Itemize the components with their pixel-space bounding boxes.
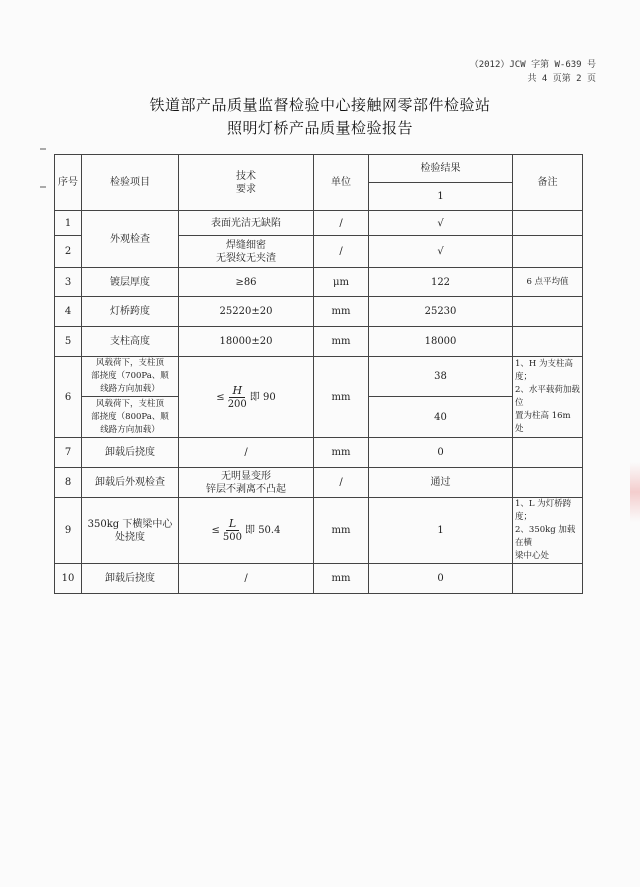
row-remark: [513, 236, 583, 268]
row-remark: [513, 468, 583, 498]
row-result: 0: [369, 564, 513, 594]
header-item: 检验项目: [82, 155, 179, 211]
row-requirement-formula: ≤ $\frac{H}{200}$ 即 90: [179, 357, 314, 438]
header-seq: 序号: [55, 155, 82, 211]
margin-mark: [40, 148, 46, 150]
row-item: 风载荷下，支柱顶 部挠度（700Pa、顺 线路方向加载）: [82, 357, 179, 397]
table-row: [55, 438, 583, 468]
row-unit: mm: [314, 438, 369, 468]
reference-number: [470, 58, 596, 86]
inspection-table: [54, 154, 583, 594]
table-row: [55, 268, 583, 297]
header-result: 检验结果: [369, 155, 513, 183]
header-requirement: 技术 要求: [179, 155, 314, 211]
row-requirement: 焊缝细密 无裂纹无夹渣: [179, 236, 314, 268]
row-no: 3: [55, 268, 82, 297]
row-no: 4: [55, 297, 82, 327]
row-unit: mm: [314, 297, 369, 327]
table-row: [55, 498, 583, 564]
row-requirement: 表面光洁无缺陷: [179, 211, 314, 236]
fraction: $\frac{H}{200}$: [227, 383, 247, 410]
row-unit: mm: [314, 357, 369, 438]
row-unit: /: [314, 236, 369, 268]
row-requirement: /: [179, 438, 314, 468]
row-remark: [513, 297, 583, 327]
row-no: 9: [55, 498, 82, 564]
row-item: 灯桥跨度: [82, 297, 179, 327]
row-result: 0: [369, 438, 513, 468]
row-result: 122: [369, 268, 513, 297]
row-no: 8: [55, 468, 82, 498]
row-result: 18000: [369, 327, 513, 357]
row-no: 1: [55, 211, 82, 236]
header-remark: 备注: [513, 155, 583, 211]
row-requirement-formula: ≤ $\frac{L}{500}$ 即 50.4: [179, 498, 314, 564]
row-unit: mm: [314, 564, 369, 594]
row-result: 1: [369, 498, 513, 564]
row-item: 外观检查: [82, 211, 179, 268]
row-item: 卸载后外观检查: [82, 468, 179, 498]
row-requirement: 18000±20: [179, 327, 314, 357]
table-row: [55, 327, 583, 357]
row-no: 6: [55, 357, 82, 438]
row-no: 2: [55, 236, 82, 268]
row-item: 卸载后挠度: [82, 438, 179, 468]
title-line-1: 铁道部产品质量监督检验中心接触网零部件检验站: [149, 96, 491, 114]
row-remark: [513, 564, 583, 594]
row-item: 350kg 下横梁中心 处挠度: [82, 498, 179, 564]
row-requirement: /: [179, 564, 314, 594]
row-unit: μm: [314, 268, 369, 297]
row-unit: /: [314, 211, 369, 236]
header-unit: 单位: [314, 155, 369, 211]
row-remark: [513, 327, 583, 357]
paper-stain: [630, 462, 640, 522]
title-line-2: 照明灯桥产品质量检验报告: [226, 119, 413, 137]
table-header-row: [55, 155, 583, 183]
row-requirement: ≥86: [179, 268, 314, 297]
row-result: 38: [369, 357, 513, 397]
row-unit: mm: [314, 498, 369, 564]
row-requirement: 25220±20: [179, 297, 314, 327]
row-result: 通过: [369, 468, 513, 498]
row-remark: 6 点平均值: [513, 268, 583, 297]
row-no: 7: [55, 438, 82, 468]
row-result: 40: [369, 397, 513, 438]
row-remark: 1、H 为支柱高度； 2、水平载荷加载位 置为柱高 16m 处: [513, 357, 583, 438]
row-item: 镀层厚度: [82, 268, 179, 297]
row-remark: [513, 211, 583, 236]
report-ref-line: （2012）JCW 字第 W-639 号: [469, 60, 596, 70]
row-item: 卸载后挠度: [82, 564, 179, 594]
row-no: 5: [55, 327, 82, 357]
header-result-sub: 1: [369, 183, 513, 211]
table-row: [55, 468, 583, 498]
row-remark: [513, 438, 583, 468]
page-count-line: 共 4 页第 2 页: [527, 74, 596, 84]
row-unit: /: [314, 468, 369, 498]
row-no: 10: [55, 564, 82, 594]
row-result: 25230: [369, 297, 513, 327]
table-row: [55, 357, 583, 397]
table-row: [55, 297, 583, 327]
row-requirement: 无明显变形 锌层不剥离不凸起: [179, 468, 314, 498]
row-remark: 1、L 为灯桥跨度； 2、350kg 加载在横 梁中心处: [513, 498, 583, 564]
row-result: √: [369, 236, 513, 268]
fraction: $\frac{L}{500}$: [222, 517, 243, 543]
table-row: [55, 211, 583, 236]
margin-mark: [40, 186, 46, 188]
row-item: 风载荷下，支柱顶 部挠度（800Pa、顺 线路方向加载）: [82, 397, 179, 438]
table-row: [55, 564, 583, 594]
row-unit: mm: [314, 327, 369, 357]
row-result: √: [369, 211, 513, 236]
row-item: 支柱高度: [82, 327, 179, 357]
